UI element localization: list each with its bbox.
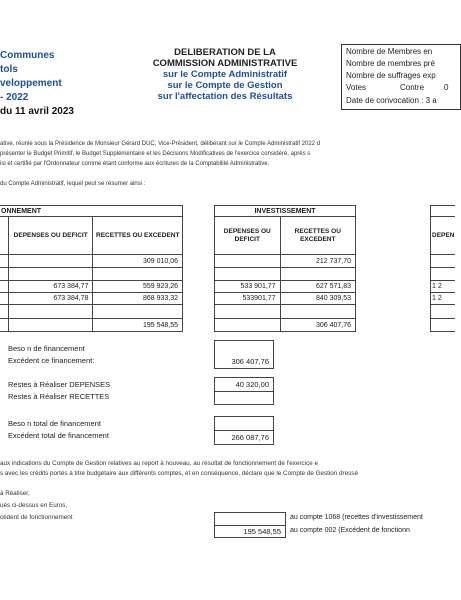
invest-col-depenses: DEPENSES OU DEFICIT (215, 217, 281, 255)
invest-r4-dep (215, 319, 281, 332)
intro-line2: présenter le Budget Primitif, le Budget Supplémentaire et les Décisions Modificatives de l'exercice considéré, après s (0, 151, 311, 157)
meeting-date: du 11 avril 2023 (0, 106, 74, 117)
fonct-col-depenses: DEPENSES OU DEFICIT (8, 217, 93, 255)
rar-depenses-label: Restes à Réaliser DEPENSES (8, 380, 111, 389)
invest-r1-rec: 212 737,70 (280, 255, 355, 268)
excedent-total-value: 266 087,76 (231, 433, 269, 442)
fonct-label-cell (0, 217, 8, 255)
invest-r4-rec: 306 407,76 (280, 319, 355, 332)
fonct-r4-rec: 195 548,55 (93, 319, 183, 332)
invest-r1-dep (215, 255, 281, 268)
vote-votes-label: Votes (346, 83, 367, 92)
fonct-r3-rec: 868 933,32 (93, 293, 183, 305)
doc-title-line1: DELIBERATION DE LA (174, 47, 276, 58)
doc-title-line2: COMMISSION ADMINISTRATIVE (152, 58, 298, 69)
fonct-col-recettes: RECETTES OU EXCEDENT (93, 217, 183, 255)
org-name-line1: Communes (0, 50, 55, 61)
vote-suffrages: Nombre de suffrages exp (346, 71, 436, 80)
fonct-r2-rec: 559 923,26 (93, 281, 183, 293)
ensemble-r2: 1 2 (431, 281, 456, 293)
fonct-r4-dep (8, 319, 93, 332)
intro-line1: ative, réunie sous la Présidence de Monsieur Gérard DUC, Vice-Président, délibérant sur le Compte Administratif 2022 d (0, 141, 321, 147)
fonct-r1-dep (8, 255, 93, 268)
convocation-date: Date de convocation : 3 a (346, 96, 437, 105)
compte-1068-label: au compte 1068 (recettes d'investissement (290, 514, 423, 521)
table-investissement (214, 205, 356, 332)
ensemble-col-depenses: DEPEN (431, 217, 456, 255)
fonct-title: ONNEMENT (0, 206, 183, 217)
vote-present: Nombre de membres pré (346, 59, 435, 68)
fonct-r1-rec: 309 010,06 (93, 255, 183, 268)
table-ensemble-partial (430, 205, 455, 332)
fonct-r2-dep: 673 384,77 (8, 281, 93, 293)
invest-col-recettes: RECETTES OU EXCEDENT (280, 217, 355, 255)
vote-contre-value: 0 (444, 83, 449, 92)
besoin-total-label: Beso n total de financement (8, 419, 101, 428)
org-name-line2: tols (0, 64, 18, 75)
excedent-total-label: Excédent total de financement (8, 431, 109, 440)
conclusion-line2: s avec les crédits portés à titre budgétaire aux différents comptes, et en conséquence, déclare que le Compte de Gestion dressé (0, 470, 358, 477)
conclusion-line4: ués ci-dessus en Euros, (0, 502, 68, 509)
conclusion-line5: cédent de fonctionnement (0, 514, 73, 521)
org-year: - 2022 (0, 92, 29, 103)
intro-line3: isi et certifié par l'Ordonnateur comme étant conforme aux écritures de la Comptabilité Administrative. (0, 161, 270, 167)
excedent-financement-label: Excédent ce financement: (8, 356, 95, 365)
doc-title-line3: sur le Compte Administratif (162, 69, 288, 80)
invest-r3-rec: 840 309,53 (280, 293, 355, 305)
invest-r3-dep: 533901,77 (215, 293, 281, 305)
besoin-financement-label: Beso n de financement (8, 344, 85, 353)
excedent-financement-value: 306 407,76 (231, 357, 269, 366)
rar-recettes-label: Restes à Réaliser RECETTES (8, 392, 110, 401)
invest-r2-rec: 627 571,83 (280, 281, 355, 293)
org-name-line3: veloppement (0, 78, 62, 89)
doc-title-line5: sur l'affectation des Résultats (157, 91, 293, 102)
invest-title: INVESTISSEMENT (215, 206, 356, 217)
excedent-financement-box (214, 340, 274, 369)
conclusion-line3: à Réaliser, (0, 490, 30, 497)
rar-depenses-value: 40 320,00 (235, 380, 269, 389)
vote-contre-label: Contre (400, 83, 425, 92)
affectation-value: 195 548,55 (243, 527, 281, 536)
intro-line4: du Compte Administratif, lequel peut se résumer ainsi : (0, 181, 146, 187)
table-fonctionnement (0, 205, 183, 332)
vote-members: Nombre de Membres en (346, 47, 433, 56)
fonct-r3-dep: 673 384,78 (8, 293, 93, 305)
compte-002-label: au compte 002 (Excédent de fonctionn (290, 527, 410, 534)
doc-title-line4: sur le Compte de Gestion (167, 80, 283, 91)
conclusion-line1: aux indications du Compte de Gestion relatives au report à nouveau, au résultat de fonctionnement de l'exercice e (0, 460, 318, 467)
invest-r2-dep: 533 901,77 (215, 281, 281, 293)
ensemble-r3: 1 2 (431, 293, 456, 305)
